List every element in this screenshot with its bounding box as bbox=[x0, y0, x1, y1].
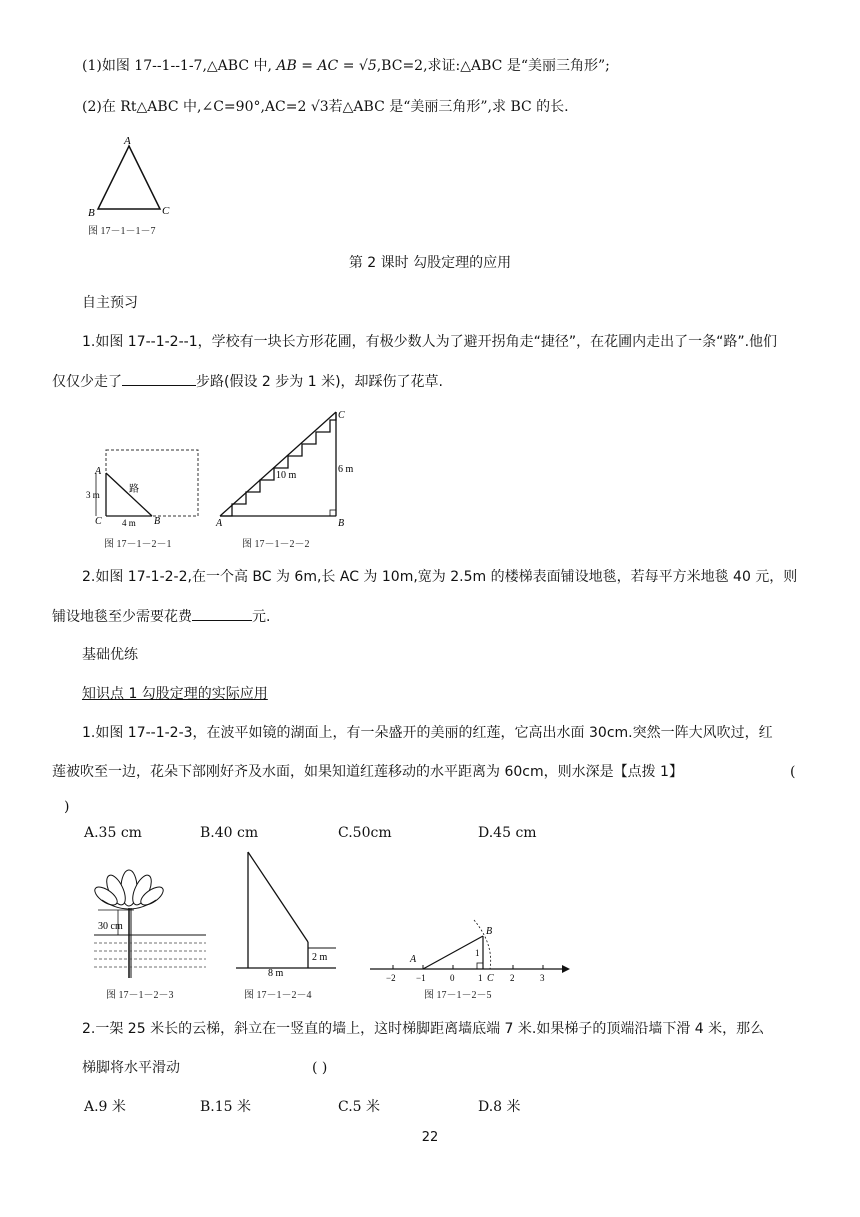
preview-q2-post: 元. bbox=[252, 609, 271, 625]
garden-label-b: B bbox=[154, 516, 161, 527]
nl-label-b: B bbox=[486, 926, 493, 937]
lesson-title: 第 2 课时 勾股定理的应用 bbox=[348, 255, 512, 271]
garden-rect bbox=[106, 450, 198, 516]
garden-road: 路 bbox=[129, 484, 139, 495]
nl-label-a: A bbox=[410, 954, 417, 965]
preview-q2-pre: 铺设地毯至少需要花费 bbox=[52, 609, 192, 625]
figure-garden bbox=[84, 446, 209, 552]
nl-caption: 图 17－1－2－5 bbox=[424, 990, 492, 1001]
figure-lotus bbox=[84, 858, 234, 1004]
figure-wall bbox=[236, 850, 346, 1004]
q1-paren-close: ) bbox=[64, 799, 70, 815]
lotus-flower-icon bbox=[92, 870, 166, 909]
garden-label-c: C bbox=[95, 516, 102, 527]
tick-label-2: 2 bbox=[510, 973, 515, 983]
preview-q1-pre: 仅仅少走了 bbox=[52, 374, 122, 390]
answer-blank-steps[interactable] bbox=[122, 371, 196, 386]
preview-q2-line1: 2.如图 17-1-2-2,在一个高 BC 为 6m,长 AC 为 10m,宽为 2.5m 的楼梯表面铺设地毯，若每平方米地毯 40 元，则 bbox=[82, 569, 798, 585]
practice-q1-line1: 1.如图 17--1-2-3，在波平如镜的湖面上，有一朵盛开的美丽的红莲，它高出水面 30cm.突然一阵大风吹过，红 bbox=[82, 725, 773, 741]
preview-q1-line1: 1.如图 17--1-2--1，学校有一块长方形花圃，有极少数人为了避开拐角走“捷径”，在花圃内走出了一条“路”.他们 bbox=[82, 334, 778, 350]
garden-len-3m: 3 m bbox=[86, 490, 100, 500]
triangle-abc bbox=[98, 146, 160, 209]
part1-post: ,BC=2,求证:△ABC 是“美丽三角形”; bbox=[376, 58, 610, 74]
tri-caption: 图 17－1－1－7 bbox=[88, 226, 156, 237]
tick-label-neg1: −1 bbox=[416, 973, 426, 983]
lotus-caption: 图 17－1－2－3 bbox=[106, 990, 174, 1001]
q2-option-c[interactable]: C.5 米 bbox=[338, 1099, 381, 1115]
stairs-label-b: B bbox=[338, 518, 345, 529]
tri-label-b: B bbox=[88, 207, 95, 219]
tick-label-0: 0 bbox=[450, 973, 455, 983]
figure-stairs bbox=[214, 408, 364, 552]
nl-seg-1: 1 bbox=[475, 948, 480, 958]
practice-q2-line1: 2.一架 25 米长的云梯，斜立在一竖直的墙上，这时梯脚距离墙底端 7 米.如果梯子的顶端沿墙下滑 4 米，那么 bbox=[82, 1021, 765, 1037]
q2-option-d[interactable]: D.8 米 bbox=[478, 1099, 521, 1115]
q1-option-c[interactable]: C.50cm bbox=[338, 825, 392, 841]
lotus-len-30cm: 30 cm bbox=[98, 921, 123, 932]
stairs-len-6m: 6 m bbox=[338, 464, 354, 475]
part1-pre: (1)如图 17--1--1-7,△ABC 中, bbox=[82, 58, 277, 74]
page-number: 22 bbox=[421, 1130, 439, 1145]
q2-option-a[interactable]: A.9 米 bbox=[84, 1099, 126, 1115]
wall-caption: 图 17－1－2－4 bbox=[244, 990, 312, 1001]
practice-q2-line2: 梯脚将水平滑动 bbox=[82, 1060, 180, 1076]
figure-numberline bbox=[366, 914, 572, 1004]
garden-label-a: A bbox=[95, 466, 102, 477]
tick-label-1: 1 bbox=[478, 973, 483, 983]
practice-q1-line2: 莲被吹至一边，花朵下部刚好齐及水面，如果知道红莲移动的水平距离为 60cm，则水深是【点拨 1】 bbox=[52, 764, 683, 780]
knowledge-point-1: 知识点 1 勾股定理的实际应用 bbox=[82, 686, 268, 702]
part1-math: AB = AC = √5 bbox=[276, 58, 377, 74]
q2-option-b[interactable]: B.15 米 bbox=[200, 1099, 252, 1115]
practice-heading: 基础优练 bbox=[82, 647, 138, 663]
tick-label-3: 3 bbox=[540, 973, 545, 983]
stairs-caption: 图 17－1－2－2 bbox=[242, 539, 310, 550]
preview-heading: 自主预习 bbox=[82, 295, 138, 311]
tick-label-neg2: −2 bbox=[386, 973, 396, 983]
tri-label-a: A bbox=[124, 135, 131, 147]
problem-a-part1 bbox=[82, 56, 610, 76]
garden-caption: 图 17－1－2－1 bbox=[104, 539, 172, 550]
q1-paren-open: ( bbox=[790, 764, 796, 780]
q1-option-b[interactable]: B.40 cm bbox=[200, 825, 259, 841]
figure-triangle bbox=[84, 136, 184, 241]
wall-len-8m: 8 m bbox=[268, 968, 284, 979]
wall-len-2m: 2 m bbox=[312, 952, 328, 963]
water-lines bbox=[94, 943, 206, 967]
garden-len-4m: 4 m bbox=[122, 518, 136, 528]
stairs-len-10m: 10 m bbox=[276, 470, 297, 481]
stairs-hypotenuse bbox=[220, 412, 336, 516]
q2-paren: ( ) bbox=[312, 1060, 328, 1076]
stairs-label-c: C bbox=[338, 410, 345, 421]
axis-arrow-icon bbox=[562, 965, 570, 973]
tri-label-c: C bbox=[162, 205, 170, 217]
stairs-label-a: A bbox=[216, 518, 223, 529]
q1-option-d[interactable]: D.45 cm bbox=[478, 825, 537, 841]
preview-q1-post: 步路(假设 2 步为 1 米)，却踩伤了花草. bbox=[196, 374, 443, 390]
q1-option-a[interactable]: A.35 cm bbox=[84, 825, 142, 841]
problem-a-part2: (2)在 Rt△ABC 中,∠C=90°,AC=2 √3若△ABC 是“美丽三角形”,求 BC 的长. bbox=[82, 99, 569, 115]
nl-label-c: C bbox=[487, 973, 494, 984]
ladder bbox=[248, 852, 308, 942]
preview-q2-line2 bbox=[52, 606, 270, 627]
preview-q1-line2 bbox=[52, 371, 443, 392]
answer-blank-cost[interactable] bbox=[192, 606, 252, 621]
